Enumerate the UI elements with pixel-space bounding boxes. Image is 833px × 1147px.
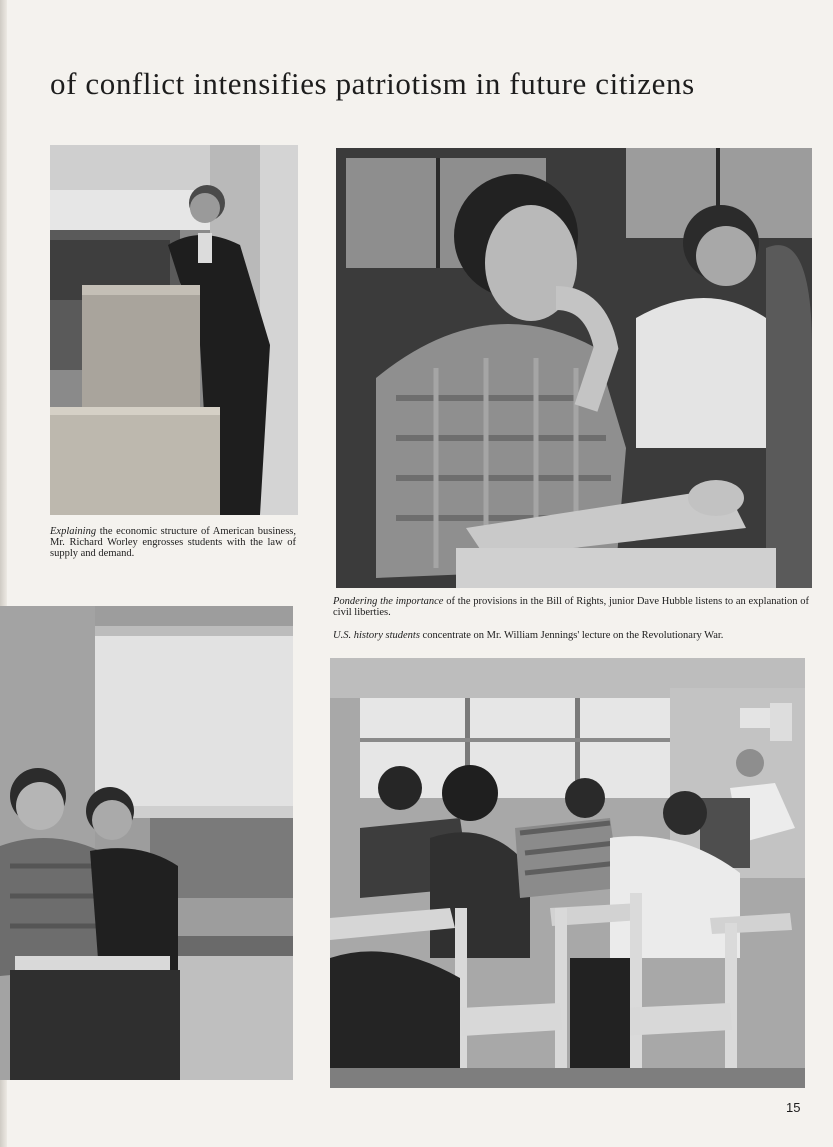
page-headline: of conflict intensifies patriotism in future citizens <box>50 66 695 101</box>
page-number: 15 <box>786 1100 801 1115</box>
photo-speaker-at-lectern <box>50 145 298 515</box>
caption-speaker-body: the economic structure of American business, Mr. Richard Worley engrosses students with the law of supply and demand. <box>50 526 296 559</box>
caption-student-body: of the provisions in the Bill of Rights, junior Dave Hubble listens to an explanation of civil liberties. <box>333 596 809 618</box>
caption-speaker-lead: Explaining <box>50 526 97 537</box>
caption-speaker <box>50 526 296 559</box>
caption-history-body: concentrate on Mr. William Jennings' lecture on the Revolutionary War. <box>419 630 724 641</box>
photo-student-pondering <box>336 148 812 588</box>
photo-students-by-window <box>0 606 293 1080</box>
caption-student <box>333 596 809 618</box>
caption-history-lead: U.S. history students <box>333 630 420 641</box>
caption-history <box>333 630 809 641</box>
caption-student-lead: Pondering the importance <box>333 596 444 607</box>
photo-history-class <box>330 658 805 1088</box>
